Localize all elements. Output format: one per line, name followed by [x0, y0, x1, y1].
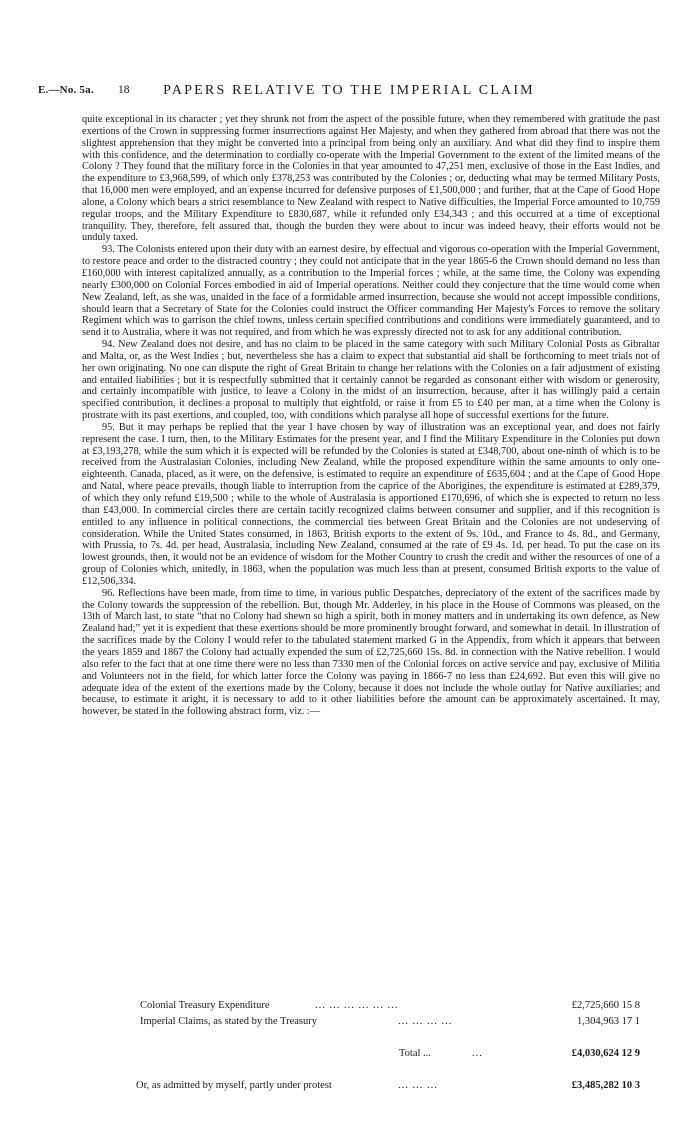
total-label: Total ...: [399, 1048, 431, 1059]
spacer: [140, 1064, 660, 1080]
leader-dots: ... ... ... ... ... ...: [315, 1000, 399, 1011]
table-row: [140, 1000, 660, 1016]
document-reference: E.—No. 5a.: [38, 84, 94, 96]
paragraph-93: 93. The Colonists entered upon their duty with an earnest desire, by effectual and vigorous co-operation with the Imperial Government, to restore peace and order to the distracted country ; they could not anticipate that in the year 1865-6 the Crown should demand no less than £160,000 with interest capitalized annually, as a contribution to the Imperial forces ; while, at the same time, the Colony was expending nearly £300,000 on Colonial Forces embodied in aid of Imperial operations. Neither could they conjecture that the time would come when New Zealand, left, as she was, unaided in the face of a formidable armed insurrection, because she would not accept impossible conditions, should learn that a Secretary of State for the Colonies could instruct the Officer commanding Her Majesty's Forces to remove the solitary Regiment which was to garrison the chief towns, unless certain specified contributions and conditions were immediately guaranteed, and to send it to Australia, where it was not required, and from which he was expressly directed not to ask for any additional contribution.: [82, 244, 660, 339]
row-amount: £2,725,660 15 8: [571, 1000, 640, 1011]
page-header: [38, 84, 660, 102]
admitted-amount: £3,485,282 10 3: [571, 1080, 640, 1091]
abstract-table: [136, 1000, 660, 1096]
table-row: [140, 1016, 660, 1032]
row-label: Imperial Claims, as stated by the Treasury: [140, 1016, 318, 1027]
row-amount: 1,304,963 17 1: [577, 1016, 640, 1027]
paragraph-continued: quite exceptional in its character ; yet they shrunk not from the aspect of the possible future, when they remembered with gratitude the past exertions of the Crown in suppressing former insurrections against Her Majesty, and when they gathered from abroad that there was not the slightest apprehension that they might be converted into a principal from being only an auxiliary. And what did they find to inspire them with this confidence, and the determination to cordially co-operate with the Imperial Government to the extent of the limited means of the Colony ? They found that the military force in the Colonies in that year amounted to 47,251 men, exclusive of those in the East Indies, and the expenditure to £3,968,599, of which only £378,253 was contributed by the Colonies ; or, deducting what may be termed Military Posts, that 16,000 men were employed, and an expense incurred for defensive purposes of £1,500,000 ; and further, that at the Cape of Good Hope alone, a Colony which bears a strict resemblance to New Zealand with respect to Native difficulties, the Imperial Force amounted to 10,759 regular troops, and the Military Expenditure to £830,687, while it refunded only £34,343 ; and this occurred at a time of exceptional tranquility. They, therefore, felt assured that, though the burden they were about to incur was indeed heavy, their efforts would not be unduly taxed.: [82, 114, 660, 244]
admitted-row: [136, 1080, 660, 1096]
body-text: [82, 114, 660, 718]
leader-dots: ...: [472, 1048, 483, 1059]
page-title: PAPERS RELATIVE TO THE IMPERIAL CLAIM: [163, 83, 535, 98]
page-number: 18: [118, 84, 130, 96]
spacer: [140, 1032, 660, 1048]
total-row: [140, 1048, 660, 1064]
paragraph-95: 95. But it may perhaps be replied that the year I have chosen by way of illustration was an exceptional year, and does not fairly represent the case. I turn, then, to the Military Estimates for the present year, and I find the Military Expenditure in the Colonies put down at £3,193,278, while the sum which it is expected will be refunded by the Colonies is stated at £348,700, about one-ninth of which is to be received from the Australasian Colonies, including New Zealand, while the proposed expenditure within the same amounts to only one-eighteenth. Canada, placed, as it were, on the defensive, is estimated to require an expenditure of £635,604 ; and at the Cape of Good Hope and Natal, where peace prevails, though liable to interruption from the caprice of the Aborigines, the expenditure is estimated at £289,379, of which they only refund £19,500 ; while to the whole of Australasia is apportioned £170,696, of which she is expected to return no less than £43,000. In commercial circles there are certain tacitly recognized claims between consumer and supplier, and if this recognition is entitled to any influence in political connections, the commercial ties between Great Britain and the Colonies are not undeserving of consideration. While the United States consumed, in 1863, British exports to the extent of 9s. 10d., and France to 4s. 8d., and Germany, with Prussia, to 7s. 4d. per head, Australasia, including New Zealand, consumed at the rate of £9 4s. 1d. per head. To put the case on its lowest grounds, then, it would not be an evidence of wisdom for the Mother Country to crush the credit and wither the resources of one of a group of Colonies which, unitedly, in 1863, when the population was much less than at present, consumed British exports to the value of £12,506,334.: [82, 421, 660, 587]
leader-dots: ... ... ...: [398, 1080, 438, 1091]
row-label: Colonial Treasury Expenditure: [140, 1000, 270, 1011]
leader-dots: ... ... ... ...: [398, 1016, 453, 1027]
paragraph-94: 94. New Zealand does not desire, and has no claim to be placed in the same category with such Military Colonial Posts as Gibraltar and Malta, or, as the West Indies ; but, nevertheless she has a claim to expect that substantial aid shall be forthcoming to meet trials not of her own originating. No one can dispute the right of Great Britain to change her relations with the Colonies on a fair adjustment of existing and entailed liabilities ; but it is respectfully submitted that it certainly cannot be regarded as consonant either with wisdom or generosity, and certainly incompatible with justice, to leave a Colony in the midst of an insurrection, because, after it has willingly paid a certain specified contribution, it declines a proposal to multiply that eightfold, or raise it from £5 to £40 per man, at a time when the Colony is prostrate with its past exertions, and coupled, too, with conditions which paralyse all hope of successful exertions for the future.: [82, 339, 660, 422]
paragraph-96: 96. Reflections have been made, from time to time, in various public Despatches, depreciatory of the extent of the sacrifices made by the Colony towards the suppression of the rebellion. But, though Mr. Adderley, in his place in the House of Commons was pleased, on the 13th of March last, to state “that no Colony had shewn so high a spirit, both in money matters and in undertaking its own defence, as New Zealand had;” yet it is expedient that these exertions should be more prominently brought forward, and somewhat in detail. In illustration of the sacrifices made by the Colony I would refer to the tabulated statement marked G in the Appendix, from which it appears that between the years 1859 and 1867 the Colony had actually expended the sum of £2,725,660 15s. 8d. in connection with the Native rebellion. I would also refer to the fact that at one time there were no less than 7330 men of the Colonial forces on active service and pay, exclusive of Militia and Volunteers not in the field, for which latter force the Colony was paying in 1866-7 no less than £24,692. But even this will give no adequate idea of the extent of the exertions made by the Colony, because it does not include the whole outlay for Native auxiliaries; and because, to estimate it aright, it is necessary to add to it other liabilities before the amount can be approximately ascertained. It may, however, be stated in the following abstract form, viz. :—: [82, 587, 660, 718]
total-amount: £4,030,624 12 9: [571, 1048, 640, 1059]
admitted-label: Or, as admitted by myself, partly under protest: [136, 1080, 332, 1091]
